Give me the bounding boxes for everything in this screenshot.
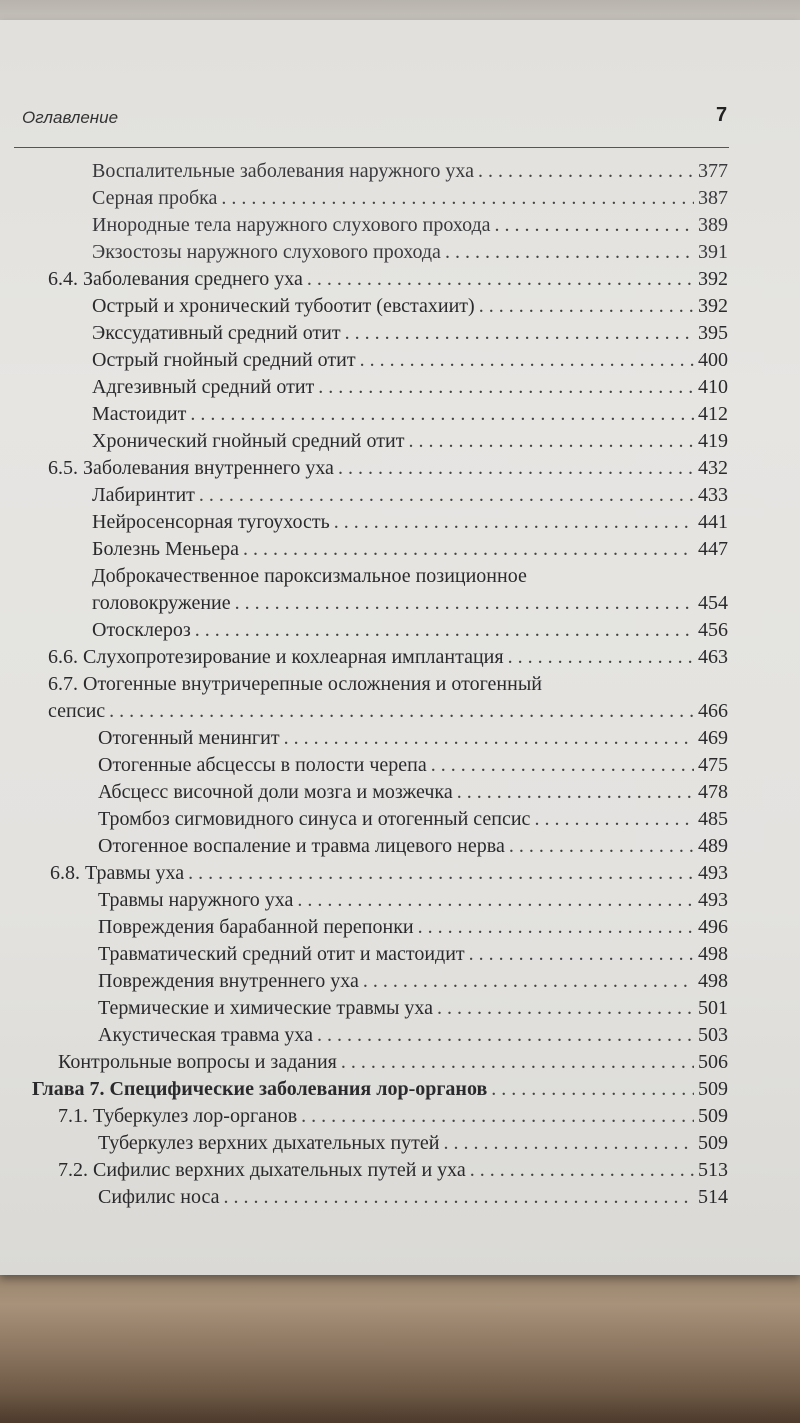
- toc-entry: [48, 266, 728, 292]
- toc-entry-page: 377: [698, 160, 728, 182]
- toc-entry: [98, 941, 728, 967]
- toc-entry-title: Акустическая травма уха: [98, 1024, 313, 1046]
- toc-entry-page: 513: [698, 1159, 728, 1181]
- toc-entry-title: Отогенный менингит: [98, 727, 280, 749]
- toc-entry-page: 410: [698, 376, 728, 398]
- toc-entry-page: 496: [698, 916, 728, 938]
- toc-leader: [408, 428, 694, 454]
- toc-entry-continued: [48, 671, 728, 697]
- toc-entry-page: 489: [698, 835, 728, 857]
- toc-entry-page: 391: [698, 241, 728, 263]
- toc-entry-page: 485: [698, 808, 728, 830]
- toc-entry-title: Мастоидит: [92, 403, 187, 425]
- toc-entry: [98, 1130, 728, 1156]
- toc-leader: [301, 1103, 694, 1129]
- toc-entry-page: 433: [698, 484, 728, 506]
- toc-entry: [92, 320, 728, 346]
- toc-entry-title: Отогенное воспаление и травма лицевого нерва: [98, 835, 505, 857]
- toc-entry-title: Повреждения барабанной перепонки: [98, 916, 414, 938]
- toc-entry-page: 441: [698, 511, 728, 533]
- toc-entry: [92, 158, 728, 184]
- toc-entry: [48, 455, 728, 481]
- toc-entry: [92, 374, 728, 400]
- toc-entry-title: Отосклероз: [92, 619, 191, 641]
- toc-entry: [58, 1103, 728, 1129]
- toc-entry-page: 395: [698, 322, 728, 344]
- toc-entry-page: 454: [698, 592, 728, 614]
- toc-entry-page: 478: [698, 781, 728, 803]
- toc-leader: [360, 347, 694, 373]
- toc-leader: [221, 185, 694, 211]
- toc-entry-page: 469: [698, 727, 728, 749]
- toc-entry-title: Глава 7. Специфические заболевания лор-органов: [32, 1078, 488, 1100]
- toc-entry: [98, 806, 728, 832]
- toc-entry: [58, 1157, 728, 1183]
- toc-entry-title: Контрольные вопросы и задания: [58, 1051, 337, 1073]
- toc-entry-title: 7.1. Туберкулез лор-органов: [58, 1105, 298, 1127]
- header-rule: [14, 147, 729, 148]
- toc-entry: [92, 347, 728, 373]
- toc-entry: [92, 617, 728, 643]
- toc-leader: [508, 644, 694, 670]
- toc-leader: [478, 158, 694, 184]
- toc-entry-title: 7.2. Сифилис верхних дыхательных путей и уха: [58, 1159, 466, 1181]
- toc-entry-page: 466: [698, 700, 728, 722]
- toc-entry: [92, 401, 728, 427]
- toc-entry-page: 493: [698, 889, 728, 911]
- toc-leader: [509, 833, 694, 859]
- toc-entry: [48, 644, 728, 670]
- toc-entry-page: 412: [698, 403, 728, 425]
- toc-entry-title: Термические и химические травмы уха: [98, 997, 434, 1019]
- toc-leader: [284, 725, 694, 751]
- toc-entry-title: Повреждения внутреннего уха: [98, 970, 359, 992]
- toc-entry: [50, 860, 728, 886]
- toc-entry-page: 498: [698, 943, 728, 965]
- toc-entry: [92, 212, 728, 238]
- toc-leader: [199, 482, 694, 508]
- toc-entry: [98, 995, 728, 1021]
- toc-entry: [48, 698, 728, 724]
- toc-entry-page: 456: [698, 619, 728, 641]
- toc-entry: [98, 1184, 728, 1210]
- toc-entry: [92, 239, 728, 265]
- toc-entry-title: Острый гнойный средний отит: [92, 349, 356, 371]
- toc-leader: [307, 266, 694, 292]
- toc-leader: [334, 509, 694, 535]
- toc-entry: [98, 833, 728, 859]
- toc-entry: [92, 293, 728, 319]
- toc-leader: [534, 806, 694, 832]
- toc-entry-page: 392: [698, 268, 728, 290]
- toc-entry-title: Инородные тела наружного слухового прохода: [92, 214, 491, 236]
- toc-entry-page: 447: [698, 538, 728, 560]
- toc-leader: [470, 1157, 694, 1183]
- toc-entry-continued: [92, 563, 728, 589]
- toc-entry-page: 389: [698, 214, 728, 236]
- toc-entry-page: 498: [698, 970, 728, 992]
- toc-leader: [495, 212, 694, 238]
- toc-entry-title: Сифилис носа: [98, 1186, 220, 1208]
- toc-leader: [338, 455, 694, 481]
- toc-chapter-entry: [32, 1076, 728, 1102]
- toc-entry-title: Экзостозы наружного слухового прохода: [92, 241, 441, 263]
- toc-leader: [243, 536, 694, 562]
- toc-entry-title: сепсис: [48, 700, 106, 722]
- toc-entry-page: 387: [698, 187, 728, 209]
- toc-entry-title: Хронический гнойный средний отит: [92, 430, 405, 452]
- toc-entry-title: Абсцесс височной доли мозга и мозжечка: [98, 781, 453, 803]
- toc-entry: [92, 185, 728, 211]
- running-head-title: Оглавление: [22, 108, 119, 127]
- toc-leader: [363, 968, 694, 994]
- toc-entry-page: 509: [698, 1105, 728, 1127]
- toc-leader: [297, 887, 694, 913]
- toc-leader: [235, 590, 694, 616]
- toc-entry-title: Отогенные абсцессы в полости черепа: [98, 754, 427, 776]
- toc-leader: [223, 1184, 694, 1210]
- toc-leader: [345, 320, 694, 346]
- toc-leader: [491, 1076, 694, 1102]
- toc-entry-title: Доброкачественное пароксизмальное позиционное: [92, 565, 527, 587]
- toc-entry-title: Туберкулез верхних дыхательных путей: [98, 1132, 440, 1154]
- toc-entry-title: Воспалительные заболевания наружного уха: [92, 160, 474, 182]
- toc-leader: [318, 374, 694, 400]
- toc-entry-title: Тромбоз сигмовидного синуса и отогенный сепсис: [98, 808, 531, 830]
- toc-entry-title: Болезнь Меньера: [92, 538, 240, 560]
- toc-entry: [58, 1049, 728, 1075]
- toc-entry: [98, 725, 728, 751]
- toc-entry-title: 6.7. Отогенные внутричерепные осложнения и отогенный: [48, 673, 542, 695]
- toc-entry-page: 506: [698, 1051, 728, 1073]
- toc-entry-page: 509: [698, 1078, 728, 1100]
- toc-entry-page: 514: [698, 1186, 728, 1208]
- toc-entry-title: 6.5. Заболевания внутреннего уха: [48, 457, 334, 479]
- toc-leader: [109, 698, 694, 724]
- toc-entry: [98, 914, 728, 940]
- toc-entry-title: Травматический средний отит и мастоидит: [98, 943, 465, 965]
- toc-entry-page: 400: [698, 349, 728, 371]
- toc-leader: [479, 293, 694, 319]
- toc-entry-page: 503: [698, 1024, 728, 1046]
- toc-leader: [431, 752, 694, 778]
- toc-entry-title: Травмы наружного уха: [98, 889, 294, 911]
- toc-entry: [92, 509, 728, 535]
- toc-entry: [98, 779, 728, 805]
- toc-entry-title: Острый и хронический тубоотит (евстахиит): [92, 295, 475, 317]
- toc-entry: [98, 752, 728, 778]
- toc-entry-page: 432: [698, 457, 728, 479]
- page-number: 7: [716, 104, 728, 126]
- toc-leader: [190, 401, 694, 427]
- toc-leader: [469, 941, 694, 967]
- toc-leader: [418, 914, 694, 940]
- toc-leader: [444, 1130, 694, 1156]
- toc-entry-page: 463: [698, 646, 728, 668]
- toc-entry-page: 475: [698, 754, 728, 776]
- toc-entry-title: 6.4. Заболевания среднего уха: [48, 268, 303, 290]
- toc-leader: [195, 617, 694, 643]
- toc-leader: [445, 239, 694, 265]
- toc-entry: [92, 536, 728, 562]
- toc-entry-page: 419: [698, 430, 728, 452]
- toc-entry-title: Экссудативный средний отит: [92, 322, 341, 344]
- toc-entry: [92, 428, 728, 454]
- toc-entry-page: 501: [698, 997, 728, 1019]
- toc-entry-title: Адгезивный средний отит: [92, 376, 315, 398]
- toc-leader: [457, 779, 694, 805]
- toc-entry: [92, 482, 728, 508]
- toc-entry: [92, 590, 728, 616]
- toc-entry-title: 6.8. Травмы уха: [50, 862, 185, 884]
- book-page: [0, 20, 800, 1275]
- toc-entry-title: 6.6. Слухопротезирование и кохлеарная имплантация: [48, 646, 504, 668]
- toc-leader: [317, 1022, 694, 1048]
- toc-entry-title: головокружение: [92, 592, 231, 614]
- toc-entry: [98, 887, 728, 913]
- toc-leader: [188, 860, 694, 886]
- wooden-table: [0, 1265, 800, 1423]
- toc-entry-page: 392: [698, 295, 728, 317]
- toc-entry-page: 493: [698, 862, 728, 884]
- toc-entry: [98, 968, 728, 994]
- toc-entry-title: Серная пробка: [92, 187, 218, 209]
- toc-entry: [98, 1022, 728, 1048]
- toc-leader: [341, 1049, 694, 1075]
- toc-entry-title: Нейросенсорная тугоухость: [92, 511, 330, 533]
- toc-entry-title: Лабиринтит: [92, 484, 195, 506]
- toc-entry-page: 509: [698, 1132, 728, 1154]
- toc-leader: [437, 995, 694, 1021]
